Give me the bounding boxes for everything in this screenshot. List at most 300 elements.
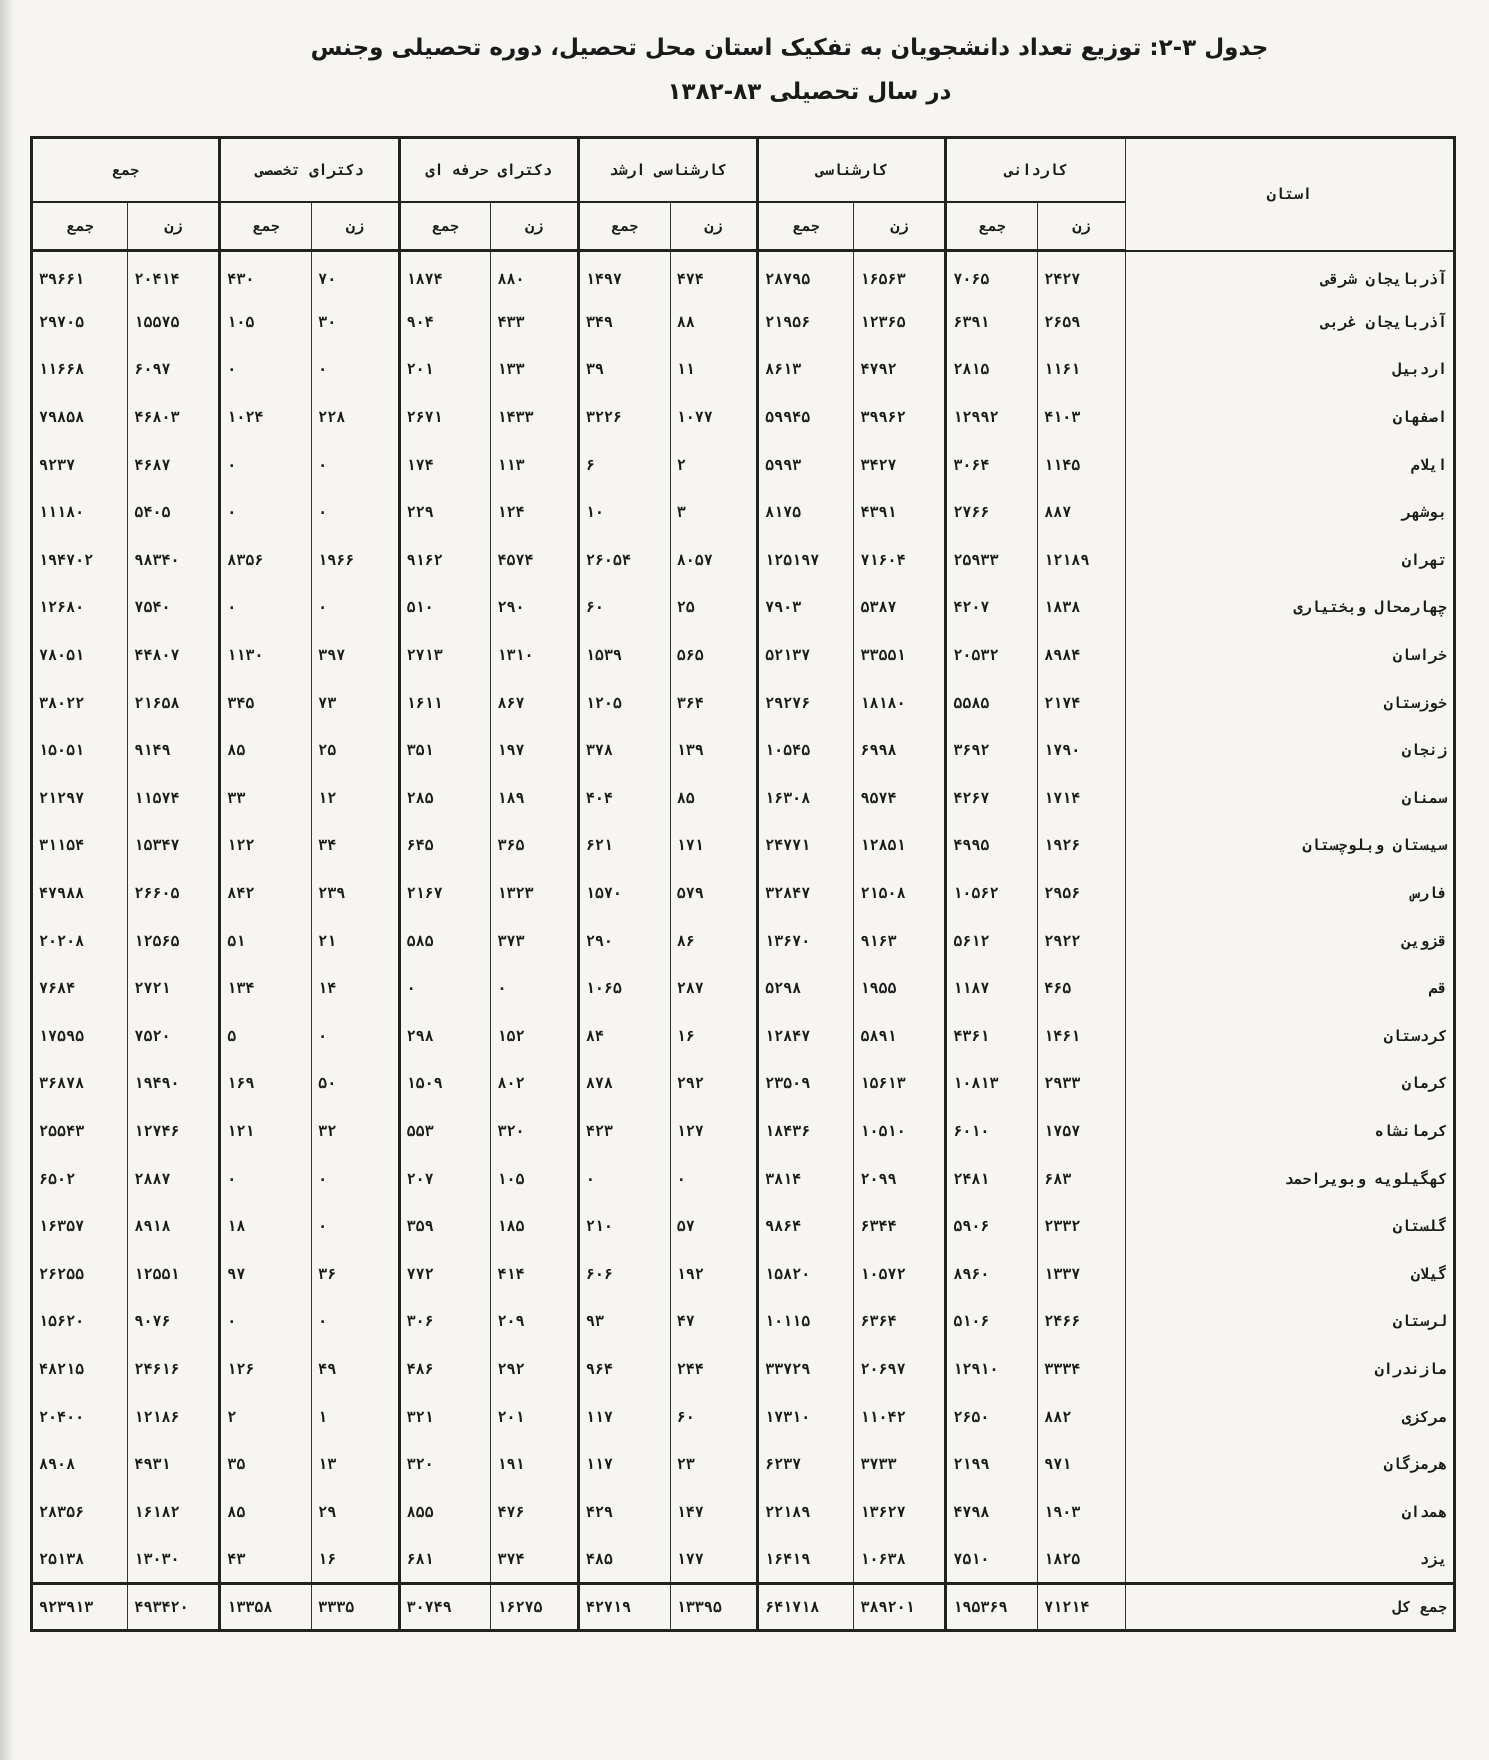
table-cell: ۵۱۰۶ (946, 1298, 1038, 1346)
table-row (32, 251, 1455, 299)
table-cell: ۴۸۶ (399, 1345, 491, 1393)
table-cell: ۵۵۸۵ (946, 679, 1038, 727)
table-cell: ۱۸۷۴ (399, 251, 491, 299)
table-cell: ۱۳۳۵۸ (220, 1583, 312, 1631)
table-cell: ۲۴۲۷ (1038, 251, 1125, 299)
table-cell: ۸۶ (670, 917, 757, 965)
table-row (32, 1393, 1455, 1441)
table-cell: ۲۴۷۷۱ (758, 822, 854, 870)
province-name: فارس (1125, 869, 1454, 917)
table-cell: ۴۹۳۴۲۰ (128, 1583, 220, 1631)
table-cell: ۳۸۰۲۲ (32, 679, 128, 727)
table-cell: ۳۹۹۶۲ (854, 393, 946, 441)
table-cell: ۲۰۹۹ (854, 1155, 946, 1203)
table-cell: ۱۲۱۸۶ (128, 1393, 220, 1441)
table-cell: ۳۴۲۷ (854, 441, 946, 489)
table-cell: ۱۷۴ (399, 441, 491, 489)
table-row (32, 346, 1455, 394)
table-cell: ۶۸۱ (399, 1536, 491, 1584)
table-row (32, 1107, 1455, 1155)
table-cell: ۲۹۵۶ (1038, 869, 1125, 917)
table-cell: ۲۹۲۷۶ (758, 679, 854, 727)
table-row (32, 1298, 1455, 1346)
table-cell: ۱۲۱ (220, 1107, 312, 1155)
table-cell: ۲۱۷۴ (1038, 679, 1125, 727)
table-cell: ۱۱۰۴۲ (854, 1393, 946, 1441)
table-cell: ۲۶۷۱ (399, 393, 491, 441)
table-cell: ۱۶۳۵۷ (32, 1202, 128, 1250)
table-cell: ۱۴۷ (670, 1488, 757, 1536)
table-cell: ۲۳۹ (312, 869, 399, 917)
province-name: سیستان وبلوچستان (1125, 822, 1454, 870)
table-cell: ۱۷۱ (670, 822, 757, 870)
province-name: آذربایجان غربی (1125, 298, 1454, 346)
table-cell: ۳۰ (312, 298, 399, 346)
table-cell: ۴۷۹۸۸ (32, 869, 128, 917)
table-cell: ۱۰۵۷۲ (854, 1250, 946, 1298)
table-cell: ۱۵۳۴۷ (128, 822, 220, 870)
table-cell: ۶۴۱۷۱۸ (758, 1583, 854, 1631)
table-cell: ۰ (312, 1012, 399, 1060)
table-cell: ۳۳۳۵ (312, 1583, 399, 1631)
province-name: قزوین (1125, 917, 1454, 965)
table-cell: ۳۶۴ (670, 679, 757, 727)
table-cell: ۲۱۹۹ (946, 1440, 1038, 1488)
table-cell: ۶۰۱۰ (946, 1107, 1038, 1155)
table-cell: ۸۱۷۵ (758, 488, 854, 536)
table-row (32, 774, 1455, 822)
table-cell: ۸۷۸ (578, 1060, 670, 1108)
table-cell: ۴۲۳ (578, 1107, 670, 1155)
province-name: زنجان (1125, 726, 1454, 774)
table-cell: ۶۳۶۴ (854, 1298, 946, 1346)
group-header-master: کارشناسی ارشد (578, 138, 757, 203)
table-cell: ۵۲۹۸ (758, 964, 854, 1012)
table-cell: ۱۵۷۰ (578, 869, 670, 917)
table-cell: ۵۷ (670, 1202, 757, 1250)
table-cell: ۶۲۱ (578, 822, 670, 870)
table-row (32, 1345, 1455, 1393)
table-cell: ۵۹۹۳ (758, 441, 854, 489)
table-row (32, 584, 1455, 632)
table-cell: ۷۵۱۰ (946, 1536, 1038, 1584)
table-cell: ۳۶۵ (491, 822, 578, 870)
table-cell: ۰ (578, 1155, 670, 1203)
table-cell: ۳۲۰ (399, 1440, 491, 1488)
table-cell: ۱۷۱۴ (1038, 774, 1125, 822)
table-cell: ۱۵۸۲۰ (758, 1250, 854, 1298)
table-cell: ۲۲۸ (312, 393, 399, 441)
table-cell: ۲۵ (312, 726, 399, 774)
table-cell: ۴۱۰۳ (1038, 393, 1125, 441)
table-cell: ۲۲۹ (399, 488, 491, 536)
table-cell: ۲۰۷ (399, 1155, 491, 1203)
table-cell: ۴۲۶۷ (946, 774, 1038, 822)
table-cell: ۰ (312, 1298, 399, 1346)
table-cell: ۲۱۶۷ (399, 869, 491, 917)
sub-header-woman: زن (1038, 202, 1125, 251)
table-cell: ۱۵۰۹ (399, 1060, 491, 1108)
table-cell: ۳۷۳۳ (854, 1440, 946, 1488)
table-cell: ۹۵۷۴ (854, 774, 946, 822)
table-cell: ۹۷ (220, 1250, 312, 1298)
table-cell: ۰ (312, 346, 399, 394)
table-row (32, 536, 1455, 584)
table-cell: ۶۵۰۲ (32, 1155, 128, 1203)
table-cell: ۱۱۳۰ (220, 631, 312, 679)
table-cell: ۲۹۲ (491, 1345, 578, 1393)
table-cell: ۱۸۳۸ (1038, 584, 1125, 632)
table-row (32, 869, 1455, 917)
table-cell: ۱۲۶ (220, 1345, 312, 1393)
table-cell: ۷۷۲ (399, 1250, 491, 1298)
table-cell: ۱۲۷ (670, 1107, 757, 1155)
table-cell: ۱۲۷۴۶ (128, 1107, 220, 1155)
table-cell: ۱۴۳۳ (491, 393, 578, 441)
table-row (32, 964, 1455, 1012)
table-cell: ۹۸۶۴ (758, 1202, 854, 1250)
table-cell: ۸۸۰ (491, 251, 578, 299)
table-cell: ۳۸۱۴ (758, 1155, 854, 1203)
table-cell: ۸۸ (670, 298, 757, 346)
table-cell: ۱۴ (312, 964, 399, 1012)
table-cell: ۲۹ (312, 1488, 399, 1536)
table-cell: ۲۱۹۵۶ (758, 298, 854, 346)
grand-total-label: جمع کل (1125, 1583, 1454, 1631)
table-row (32, 298, 1455, 346)
table-row (32, 1012, 1455, 1060)
table-cell: ۷۰ (312, 251, 399, 299)
sub-header-woman: زن (128, 202, 220, 251)
table-cell: ۲۹۲۲ (1038, 917, 1125, 965)
table-cell: ۵۸۹۱ (854, 1012, 946, 1060)
sub-header-woman: زن (854, 202, 946, 251)
table-cell: ۰ (220, 584, 312, 632)
table-cell: ۲۶۲۵۵ (32, 1250, 128, 1298)
province-name: چهارمحال وبختیاری (1125, 584, 1454, 632)
table-cell: ۲۰۵۳۲ (946, 631, 1038, 679)
table-cell: ۱۱۷ (578, 1393, 670, 1441)
table-cell: ۲۸۵ (399, 774, 491, 822)
table-cell: ۲۹۳۳ (1038, 1060, 1125, 1108)
table-cell: ۲۵ (670, 584, 757, 632)
table-cell: ۲۵۱۳۸ (32, 1536, 128, 1584)
table-cell: ۱۲۶۸۰ (32, 584, 128, 632)
table-cell: ۳۰۶ (399, 1298, 491, 1346)
table-cell: ۸۵ (670, 774, 757, 822)
table-cell: ۱۷۳۱۰ (758, 1393, 854, 1441)
table-row (32, 1155, 1455, 1203)
table-cell: ۰ (220, 488, 312, 536)
province-name: گیلان (1125, 1250, 1454, 1298)
table-cell: ۹۷۱ (1038, 1440, 1125, 1488)
table-row (32, 1202, 1455, 1250)
table-cell: ۳۲۲۶ (578, 393, 670, 441)
table-cell: ۲۱ (312, 917, 399, 965)
table-cell: ۱۲۳۶۵ (854, 298, 946, 346)
province-name: قم (1125, 964, 1454, 1012)
province-name: کهگیلویه وبویراحمد (1125, 1155, 1454, 1203)
table-cell: ۱۹۰۳ (1038, 1488, 1125, 1536)
table-cell: ۱۱۶۶۸ (32, 346, 128, 394)
table-cell: ۱۰۵ (491, 1155, 578, 1203)
table-cell: ۹۱۴۹ (128, 726, 220, 774)
table-cell: ۸۳۵۶ (220, 536, 312, 584)
table-cell: ۱۵۶۲۰ (32, 1298, 128, 1346)
table-cell: ۹۰۴ (399, 298, 491, 346)
table-cell: ۱۰۵۶۲ (946, 869, 1038, 917)
table-cell: ۲۵۵۴۳ (32, 1107, 128, 1155)
table-cell: ۱۰۵۱۰ (854, 1107, 946, 1155)
table-cell: ۱۸۱۸۰ (854, 679, 946, 727)
table-cell: ۹۶۴ (578, 1345, 670, 1393)
table-cell: ۵۹۰۶ (946, 1202, 1038, 1250)
table-cell: ۲۷۲۱ (128, 964, 220, 1012)
table-cell: ۸۴ (578, 1012, 670, 1060)
table-cell: ۰ (220, 441, 312, 489)
sub-header-woman: زن (312, 202, 399, 251)
table-cell: ۱۶۴۱۹ (758, 1536, 854, 1584)
students-by-province-table (30, 136, 1456, 1632)
table-cell: ۲۲۱۸۹ (758, 1488, 854, 1536)
table-cell: ۱۹۷ (491, 726, 578, 774)
group-header-row (32, 138, 1455, 203)
table-cell: ۳۲۸۴۷ (758, 869, 854, 917)
table-cell: ۱۳۰۳۰ (128, 1536, 220, 1584)
table-row (32, 917, 1455, 965)
table-cell: ۳۶۸۷۸ (32, 1060, 128, 1108)
table-cell: ۱۶۹ (220, 1060, 312, 1108)
table-cell: ۱۹۲۶ (1038, 822, 1125, 870)
table-cell: ۴۷۶ (491, 1488, 578, 1536)
table-cell: ۶۸۳ (1038, 1155, 1125, 1203)
table-row (32, 488, 1455, 536)
table-cell: ۱۸۴۳۶ (758, 1107, 854, 1155)
table-cell: ۵۱۰ (399, 584, 491, 632)
table-cell: ۲۹۲ (670, 1060, 757, 1108)
table-cell: ۱ (312, 1393, 399, 1441)
table-cell: ۶۰ (670, 1393, 757, 1441)
table-cell: ۲۸۷۹۵ (758, 251, 854, 299)
table-cell: ۸۶۷ (491, 679, 578, 727)
province-name: همدان (1125, 1488, 1454, 1536)
table-cell: ۱۶ (312, 1536, 399, 1584)
group-header-phd: دکترای تخصصی (220, 138, 399, 203)
table-cell: ۶۲۳۷ (758, 1440, 854, 1488)
table-cell: ۴۲۹ (578, 1488, 670, 1536)
table-cell: ۲۰۱ (399, 346, 491, 394)
table-cell: ۲۹۸ (399, 1012, 491, 1060)
table-cell: ۲۸۷ (670, 964, 757, 1012)
table-body (32, 251, 1455, 1631)
table-cell: ۴۳۶۱ (946, 1012, 1038, 1060)
table-cell: ۸۶۱۳ (758, 346, 854, 394)
province-name: هرمزگان (1125, 1440, 1454, 1488)
table-cell: ۳۶ (312, 1250, 399, 1298)
table-cell: ۱۹۵۵ (854, 964, 946, 1012)
table-cell: ۱۰۷۷ (670, 393, 757, 441)
table-cell: ۲۸۸۷ (128, 1155, 220, 1203)
table-cell: ۸۸۷ (1038, 488, 1125, 536)
table-cell: ۱۹۱ (491, 1440, 578, 1488)
table-cell: ۴۳ (220, 1536, 312, 1584)
province-name: لرستان (1125, 1298, 1454, 1346)
table-cell: ۳۴ (312, 822, 399, 870)
table-row (32, 679, 1455, 727)
province-name: آذربایجان شرقی (1125, 251, 1454, 299)
table-cell: ۱۷۵۷ (1038, 1107, 1125, 1155)
table-cell: ۳۰۶۴ (946, 441, 1038, 489)
table-cell: ۱۲۹۱۰ (946, 1345, 1038, 1393)
table-cell: ۳۴۵ (220, 679, 312, 727)
table-cell: ۷۵۲۰ (128, 1012, 220, 1060)
table-cell: ۷۱۶۰۴ (854, 536, 946, 584)
table-cell: ۴۶۸۷ (128, 441, 220, 489)
table-cell: ۹۲۳۷ (32, 441, 128, 489)
table-caption (0, 28, 1489, 112)
province-name: یزد (1125, 1536, 1454, 1584)
table-cell: ۴۸۲۱۵ (32, 1345, 128, 1393)
table-cell: ۷۳ (312, 679, 399, 727)
table-cell: ۱۳۱۰ (491, 631, 578, 679)
table-cell: ۲۵۹۳۳ (946, 536, 1038, 584)
table-cell: ۱۶۵۶۳ (854, 251, 946, 299)
table-cell: ۱۰۵ (220, 298, 312, 346)
table-cell: ۴۷۹۲ (854, 346, 946, 394)
group-header-bachelor: کارشناسی (758, 138, 946, 203)
table-cell: ۶۰۶ (578, 1250, 670, 1298)
table-cell: ۳۵۱ (399, 726, 491, 774)
table-cell: ۳۷۸ (578, 726, 670, 774)
table-cell: ۱۵۶۱۳ (854, 1060, 946, 1108)
table-cell: ۷۰۶۵ (946, 251, 1038, 299)
province-name: ایلام (1125, 441, 1454, 489)
table-cell: ۱۸۹ (491, 774, 578, 822)
table-cell: ۳۹۷ (312, 631, 399, 679)
table-cell: ۳۵ (220, 1440, 312, 1488)
table-cell: ۴۹۹۵ (946, 822, 1038, 870)
table-cell: ۴۲۷۱۹ (578, 1583, 670, 1631)
province-name: بوشهر (1125, 488, 1454, 536)
table-cell: ۹۱۶۲ (399, 536, 491, 584)
table-cell: ۰ (312, 441, 399, 489)
table-row (32, 726, 1455, 774)
table-cell: ۲۹۰ (491, 584, 578, 632)
table-cell: ۵۰ (312, 1060, 399, 1108)
table-cell: ۱۸۵ (491, 1202, 578, 1250)
sub-header-total: جمع (32, 202, 128, 251)
table-cell: ۳۶۹۲ (946, 726, 1038, 774)
table-cell: ۱۱۴۵ (1038, 441, 1125, 489)
table-cell: ۸۹۶۰ (946, 1250, 1038, 1298)
table-cell: ۵ (220, 1012, 312, 1060)
table-cell: ۱۲۵۵۱ (128, 1250, 220, 1298)
table-cell: ۳۳۷۲۹ (758, 1345, 854, 1393)
table-cell: ۱۹۴۹۰ (128, 1060, 220, 1108)
province-name: مرکزی (1125, 1393, 1454, 1441)
table-cell: ۲۴۶۱۶ (128, 1345, 220, 1393)
table-cell: ۱۰۲۴ (220, 393, 312, 441)
group-header-associate: کاردانی (946, 138, 1125, 203)
table-cell: ۴۳۰ (220, 251, 312, 299)
table-cell: ۳۹۶۶۱ (32, 251, 128, 299)
table-cell: ۱۴۶۱ (1038, 1012, 1125, 1060)
table-row (32, 441, 1455, 489)
table-cell: ۱۱۸۷ (946, 964, 1038, 1012)
table-cell: ۸۹۸۴ (1038, 631, 1125, 679)
table-cell: ۰ (220, 1155, 312, 1203)
table-cell: ۲۰۹ (491, 1298, 578, 1346)
sub-header-total: جمع (399, 202, 491, 251)
table-cell: ۲ (220, 1393, 312, 1441)
table-cell: ۶۳۹۱ (946, 298, 1038, 346)
table-cell: ۱۷۵۹۵ (32, 1012, 128, 1060)
table-cell: ۸۰۲ (491, 1060, 578, 1108)
table-cell: ۴۱۴ (491, 1250, 578, 1298)
table-row (32, 631, 1455, 679)
table-cell: ۸۹۰۸ (32, 1440, 128, 1488)
table-cell: ۱۶۳۰۸ (758, 774, 854, 822)
province-name: گلستان (1125, 1202, 1454, 1250)
table-cell: ۴۰۴ (578, 774, 670, 822)
table-cell: ۸۵ (220, 1488, 312, 1536)
table-cell: ۴۷۹۸ (946, 1488, 1038, 1536)
table-cell: ۸۵۵ (399, 1488, 491, 1536)
table-cell: ۱۰ (578, 488, 670, 536)
table-cell: ۱۶۲۷۵ (491, 1583, 578, 1631)
table-cell: ۰ (220, 346, 312, 394)
group-header-total: جمع (32, 138, 220, 203)
table-cell: ۷۱۲۱۴ (1038, 1583, 1125, 1631)
table-cell: ۱۲ (312, 774, 399, 822)
table-cell: ۰ (312, 584, 399, 632)
table-title: جدول ۳-۲: توزیع تعداد دانشجویان به تفکیک استان محل تحصیل، دوره تحصیلی وجنس (310, 35, 1269, 61)
table-cell: ۸۸۲ (1038, 1393, 1125, 1441)
table-cell: ۵۱ (220, 917, 312, 965)
table-cell: ۱۸۲۵ (1038, 1536, 1125, 1584)
province-name: اصفهان (1125, 393, 1454, 441)
table-cell: ۲۴۶۶ (1038, 1298, 1125, 1346)
province-name: کرمان (1125, 1060, 1454, 1108)
table-cell: ۰ (312, 488, 399, 536)
table-cell: ۲۱۶۵۸ (128, 679, 220, 727)
table-cell: ۴۴۸۰۷ (128, 631, 220, 679)
table-cell: ۴۹ (312, 1345, 399, 1393)
province-name: سمنان (1125, 774, 1454, 822)
table-cell: ۳۵۹ (399, 1202, 491, 1250)
table-cell: ۹۱۶۳ (854, 917, 946, 965)
table-cell: ۲۱۰ (578, 1202, 670, 1250)
table-cell: ۱۳۶۲۷ (854, 1488, 946, 1536)
table-cell: ۱۱۳ (491, 441, 578, 489)
table-subtitle: در سال تحصیلی ۸۳-۱۳۸۲ (667, 79, 952, 105)
table-cell: ۱۵۳۹ (578, 631, 670, 679)
table-cell: ۲۳۵۰۹ (758, 1060, 854, 1108)
table-cell: ۱۰۶۳۸ (854, 1536, 946, 1584)
table-cell: ۶۰۹۷ (128, 346, 220, 394)
table-cell: ۱۲۵۱۹۷ (758, 536, 854, 584)
table-cell: ۱۹۶۶ (312, 536, 399, 584)
table-cell: ۱۰۶۵ (578, 964, 670, 1012)
statistics-table-container (30, 136, 1456, 1632)
table-cell: ۲۶۵۹ (1038, 298, 1125, 346)
table-cell: ۱۵۲ (491, 1012, 578, 1060)
table-cell: ۱۷۹۰ (1038, 726, 1125, 774)
table-cell: ۹۳ (578, 1298, 670, 1346)
table-cell: ۷۵۴۰ (128, 584, 220, 632)
table-cell: ۱۳۲۳ (491, 869, 578, 917)
sub-header-total: جمع (578, 202, 670, 251)
